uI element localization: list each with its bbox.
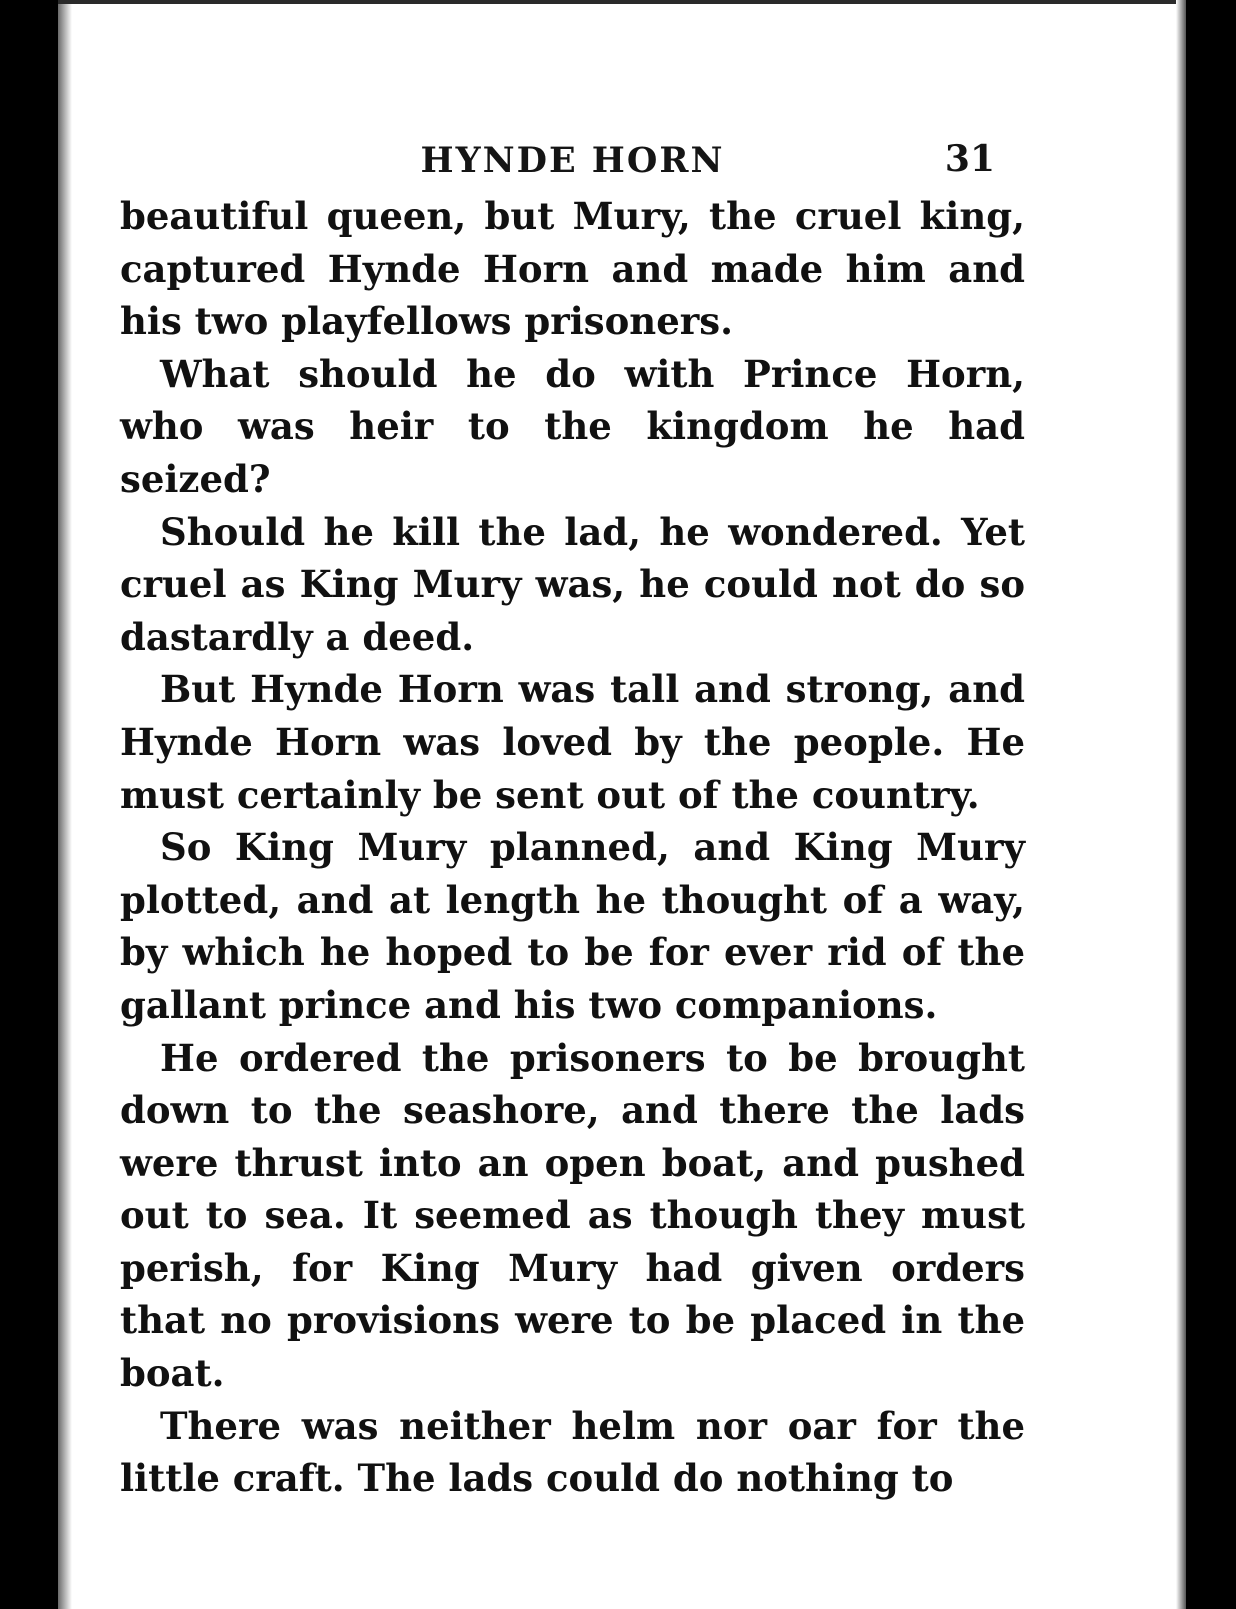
page-number: 31 (944, 138, 995, 180)
book-page (120, 128, 1025, 1505)
scan-top-edge (58, 0, 1178, 4)
scan-left-shadow (58, 0, 72, 1609)
paragraph-continued: beautiful queen, but Mury, the cruel king, captured Hynde Horn and made him and his two playfellows prisoners. (120, 194, 1025, 344)
running-head (120, 128, 1025, 184)
scan-left-edge (0, 0, 58, 1609)
paragraph: But Hynde Horn was tall and strong, and Hynde Horn was loved by the people. He must certainly be sent out of the country. (120, 667, 1025, 817)
paragraph: So King Mury planned, and King Mury plotted, and at length he thought of a way, by which he hoped to be for ever rid of the gallant prince and his two companions. (120, 825, 1025, 1027)
running-title: HYNDE HORN (420, 140, 725, 181)
paragraph: Should he kill the lad, he wondered. Yet cruel as King Mury was, he could not do so dastardly a deed. (120, 509, 1025, 659)
scan-right-edge (1186, 0, 1236, 1609)
paragraph: What should he do with Prince Horn, who was heir to the kingdom he had seized? (120, 351, 1025, 501)
paragraph: There was neither helm nor oar for the little craft. The lads could do nothing to (120, 1403, 1025, 1501)
scan-right-shadow (1176, 0, 1186, 1609)
paragraph: He ordered the prisoners to be brought down to the seashore, and there the lads were thrust into an open boat, and pushed out to sea. It seemed as though they must perish, for King Mury had given orders that no provisions were to be placed in the boat. (120, 1035, 1025, 1396)
body-text (120, 190, 1025, 1505)
